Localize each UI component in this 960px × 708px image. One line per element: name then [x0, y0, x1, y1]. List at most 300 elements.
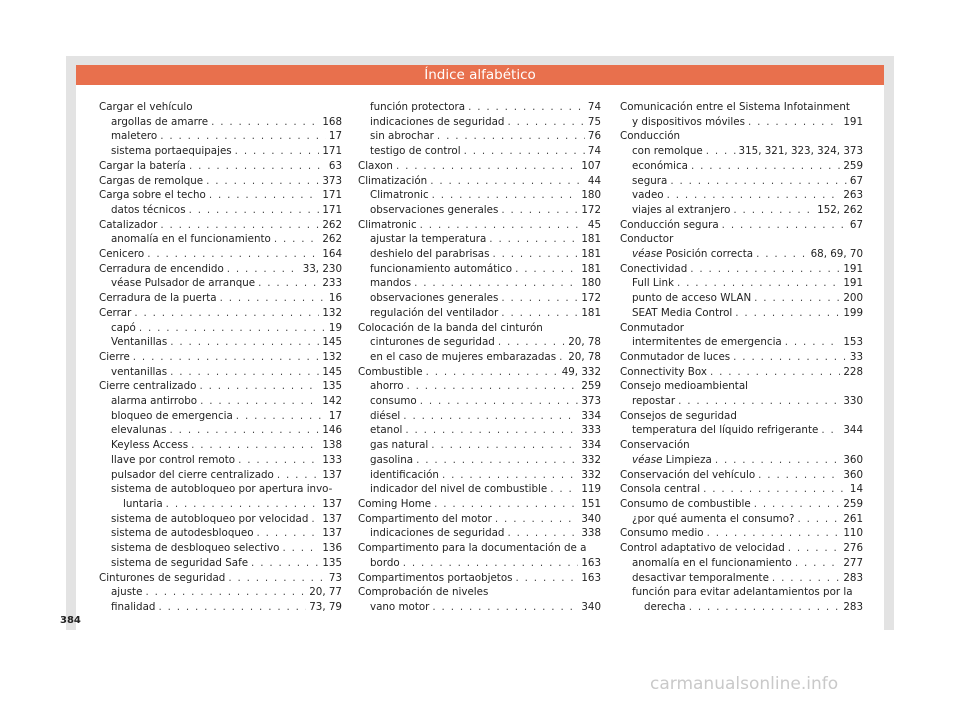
index-entry	[620, 438, 863, 453]
index-entry-term	[111, 335, 167, 350]
index-entry-text: bloqueo de emergencia	[111, 409, 233, 422]
index-entry-text: Claxon	[358, 159, 393, 172]
leader-dots	[733, 350, 847, 365]
index-entry	[620, 526, 863, 541]
index-entry-term	[370, 306, 498, 321]
leader-dots	[756, 247, 808, 262]
leader-dots	[710, 365, 840, 380]
leader-dots	[489, 232, 578, 247]
index-entry-term	[620, 218, 719, 233]
index-entry	[99, 232, 342, 247]
leader-dots	[690, 262, 840, 277]
index-entry-text: capó	[111, 321, 136, 334]
index-entry-term	[620, 365, 707, 380]
index-entry-text: indicador del nivel de combustible	[370, 483, 548, 496]
index-entry	[620, 247, 863, 262]
leader-dots	[772, 571, 840, 586]
index-entry-page: 334	[581, 409, 601, 422]
index-entry-page: 334	[581, 439, 601, 452]
index-column-1	[99, 100, 342, 615]
index-entry-page: 172	[581, 292, 601, 305]
leader-dots	[396, 159, 578, 174]
index-entry-term	[370, 188, 429, 203]
leader-dots	[501, 203, 578, 218]
index-entry	[99, 115, 342, 130]
leader-dots	[754, 291, 840, 306]
index-entry-term	[111, 512, 308, 527]
index-entry	[620, 262, 863, 277]
leader-dots	[420, 394, 579, 409]
leader-dots	[507, 115, 584, 130]
index-entry-page: 45	[587, 218, 601, 231]
leader-dots	[145, 585, 306, 600]
index-entry	[99, 423, 342, 438]
index-entry-term	[370, 291, 498, 306]
index-entry-term	[358, 365, 423, 380]
index-entry-term	[111, 468, 274, 483]
index-entry-term	[632, 394, 675, 409]
index-entry-text: Cierre	[99, 350, 130, 363]
index-entry-term	[358, 218, 417, 233]
index-entry-term	[358, 159, 393, 174]
index-entry-text: elevalunas	[111, 424, 167, 437]
index-entry	[358, 482, 601, 497]
index-entry	[358, 203, 601, 218]
index-entry-text: con remolque	[632, 145, 703, 158]
index-entry	[620, 218, 863, 233]
index-entry	[99, 262, 342, 277]
leader-dots	[430, 174, 585, 189]
page-number: 384	[60, 615, 81, 626]
index-entry	[620, 174, 863, 189]
index-entry-page: 263	[843, 189, 863, 202]
index-entry-page: 137	[322, 497, 342, 510]
index-entry-text: Colocación de la banda del cinturón	[358, 321, 543, 334]
index-entry-text: sistema de autodesbloqueo	[111, 527, 254, 540]
index-entry-text: identificación	[370, 468, 439, 481]
index-entry-text: económica	[632, 159, 688, 172]
index-entry	[358, 159, 601, 174]
index-entry	[358, 321, 601, 336]
index-entry-page: 146	[322, 424, 342, 437]
index-entry-term	[370, 232, 486, 247]
index-entry	[358, 379, 601, 394]
index-entry-text: testigo de control	[370, 145, 461, 158]
index-entry-text: Conmutador de luces	[620, 350, 731, 363]
index-entry-text: Connectivity Box	[620, 365, 707, 378]
index-entry-text: Control adaptativo de velocidad	[620, 542, 785, 555]
index-entry-term	[111, 483, 332, 495]
index-entry-term	[99, 247, 144, 262]
index-entry	[99, 203, 342, 218]
index-entry	[620, 409, 863, 424]
index-entry-term	[632, 247, 753, 262]
leader-dots	[748, 115, 840, 130]
index-entry-text: Consumo medio	[620, 527, 704, 540]
index-entry	[99, 365, 342, 380]
index-entry-page: 276	[843, 542, 863, 555]
index-entry-term	[358, 586, 488, 598]
index-entry	[358, 247, 601, 262]
index-entry-text: Cierre centralizado	[99, 380, 197, 393]
index-entry-page: 145	[322, 365, 342, 378]
leader-dots	[235, 144, 320, 159]
index-entry-term	[632, 586, 853, 598]
index-entry-term	[99, 218, 157, 233]
index-entry-term	[358, 497, 431, 512]
leader-dots	[405, 423, 578, 438]
index-entry	[99, 350, 342, 365]
index-entry	[358, 335, 601, 350]
index-entry-text: Cargas de remolque	[99, 174, 204, 187]
leader-dots	[754, 497, 841, 512]
index-entry-page: 181	[581, 248, 601, 261]
index-entry-text: Compartimento del motor	[358, 512, 492, 525]
index-entry-page: 181	[581, 233, 601, 246]
index-entry	[99, 571, 342, 586]
index-entry-term	[370, 144, 461, 159]
index-entry-page: 261	[843, 512, 863, 525]
index-entry	[620, 468, 863, 483]
leader-dots	[431, 438, 578, 453]
index-entry-page: 199	[843, 306, 863, 319]
index-entry-page: 137	[322, 512, 342, 525]
index-entry-text: ahorro	[370, 380, 404, 393]
index-entry-term	[370, 600, 429, 615]
index-entry-term	[370, 468, 439, 483]
leader-dots	[238, 453, 319, 468]
index-entry-text: deshielo del parabrisas	[370, 248, 490, 261]
index-entry-text: Catalizador	[99, 218, 158, 231]
index-entry	[99, 100, 342, 115]
leader-dots	[722, 218, 847, 233]
index-entry-text: observaciones generales	[370, 203, 499, 216]
index-entry-page: 191	[843, 262, 863, 275]
index-entry	[99, 247, 342, 262]
leader-dots	[434, 497, 578, 512]
leader-dots	[191, 438, 319, 453]
index-entry-text: etanol	[370, 424, 403, 437]
index-entry-text: función protectora	[370, 101, 466, 113]
index-entry-text: Conducción	[620, 130, 681, 143]
index-entry-text: Consejo medioambiental	[620, 380, 749, 393]
index-entry	[358, 188, 601, 203]
index-entry-term	[632, 556, 792, 571]
index-entry-term	[370, 556, 400, 571]
index-entry-page: 151	[581, 497, 601, 510]
leader-dots	[432, 600, 578, 615]
index-entry-term	[620, 497, 751, 512]
index-entry-page: 135	[322, 556, 342, 569]
index-entry	[99, 438, 342, 453]
index-entry-text: consumo	[370, 395, 417, 408]
index-entry-page: 142	[322, 395, 342, 408]
index-entry-page: 283	[843, 571, 863, 584]
index-entry-page: 332	[581, 453, 601, 466]
index-entry	[620, 144, 863, 159]
index-entry-text: Carga sobre el techo	[99, 189, 206, 202]
index-entry-page: 138	[322, 439, 342, 452]
index-entry-text: Conductor	[620, 233, 674, 246]
index-entry	[358, 438, 601, 453]
index-entry-text: Consejos de seguridad	[620, 409, 737, 422]
index-entry	[620, 335, 863, 350]
leader-dots	[166, 497, 320, 512]
index-entry-text: punto de acceso WLAN	[632, 292, 752, 305]
leader-dots	[170, 423, 320, 438]
index-entry-term	[111, 585, 142, 600]
index-entry	[358, 144, 601, 159]
index-entry-page: 49, 332	[561, 365, 601, 378]
index-entry-term	[632, 276, 674, 291]
index-entry	[358, 129, 601, 144]
index-entry-text: Keyless Access	[111, 439, 189, 452]
index-entry	[620, 159, 863, 174]
index-entry-text: luntaria	[123, 497, 163, 510]
leader-dots	[228, 571, 326, 586]
index-entry-text: Limpieza	[665, 453, 712, 466]
index-entry-term	[111, 321, 136, 336]
index-entry-term	[111, 203, 186, 218]
index-entry-term	[370, 526, 504, 541]
leader-dots	[507, 526, 578, 541]
index-entry-page: 107	[581, 159, 601, 172]
index-entry-page: 153	[843, 336, 863, 349]
index-entry-term	[111, 556, 248, 571]
index-entry	[358, 585, 601, 600]
index-entry	[620, 232, 863, 247]
index-entry-text: Compartimento para la documentación de a	[358, 542, 587, 555]
leader-dots	[468, 100, 585, 115]
index-entry-page: 16	[328, 292, 342, 305]
index-entry-page: 145	[322, 336, 342, 349]
index-entry-term	[111, 541, 279, 556]
index-entry	[99, 174, 342, 189]
leader-dots	[403, 409, 578, 424]
leader-dots	[437, 129, 585, 144]
index-entry-text: finalidad	[111, 600, 156, 613]
index-entry	[99, 541, 342, 556]
index-entry-term	[358, 512, 492, 527]
leader-dots	[677, 276, 840, 291]
leader-dots	[277, 468, 319, 483]
index-entry-term	[99, 306, 131, 321]
index-entry	[99, 276, 342, 291]
leader-dots	[227, 262, 300, 277]
index-entry	[358, 262, 601, 277]
index-entry-page: 67	[849, 174, 863, 187]
index-entry	[620, 541, 863, 556]
index-entry-page: 74	[587, 145, 601, 158]
index-entry-page: 344	[843, 424, 863, 437]
leader-dots	[160, 129, 326, 144]
index-entry	[358, 218, 601, 233]
index-entry	[358, 423, 601, 438]
index-entry-term	[370, 115, 504, 130]
index-entry-text: anomalía en el funcionamiento	[632, 556, 792, 569]
index-entry-term	[632, 291, 751, 306]
index-entry-term	[99, 188, 206, 203]
leader-dots	[559, 350, 565, 365]
index-entry-text: maletero	[111, 130, 158, 143]
index-entry-term	[632, 144, 703, 159]
index-entry	[620, 423, 863, 438]
index-entry-page: 137	[322, 527, 342, 540]
index-entry	[99, 394, 342, 409]
index-entry	[99, 600, 342, 615]
index-entry	[99, 526, 342, 541]
index-entry	[620, 556, 863, 571]
index-entry-text: argollas de amarre	[111, 115, 209, 128]
index-entry-term	[620, 541, 785, 556]
leader-dots	[420, 218, 585, 233]
index-entry-page: 135	[322, 380, 342, 393]
index-entry-page: 180	[581, 189, 601, 202]
index-entry	[620, 512, 863, 527]
index-entry-text: Conservación	[620, 439, 690, 452]
index-entry-text: en el caso de mujeres embarazadas	[370, 350, 557, 363]
index-entry-term	[111, 438, 188, 453]
index-entry-page: 259	[581, 380, 601, 393]
index-entry	[620, 585, 863, 600]
index-entry-term	[123, 497, 163, 512]
index-entry-term	[620, 262, 687, 277]
index-entry-text: Comprobación de niveles	[358, 586, 489, 599]
index-entry	[620, 291, 863, 306]
index-entry-term	[111, 144, 232, 159]
index-entry-term	[370, 409, 400, 424]
index-entry	[358, 100, 601, 115]
leader-dots	[414, 276, 578, 291]
index-entry-term	[632, 335, 782, 350]
leader-dots	[492, 247, 578, 262]
index-entry-term	[620, 410, 737, 422]
index-entry-page: 277	[843, 556, 863, 569]
index-entry-term	[370, 203, 498, 218]
index-entry	[99, 379, 342, 394]
leader-dots	[785, 335, 841, 350]
index-entry-text: Full Link	[632, 277, 674, 290]
leader-dots	[251, 556, 319, 571]
index-entry-text: Conmutador	[620, 321, 684, 334]
index-entry-term	[358, 322, 543, 334]
leader-dots	[220, 291, 326, 306]
leader-dots	[170, 335, 319, 350]
index-entry-text: y dispositivos móviles	[632, 115, 745, 128]
index-entry-text: sin abrochar	[370, 130, 434, 143]
index-entry-page: 17	[328, 130, 342, 143]
leader-dots	[706, 144, 736, 159]
index-entry-text: desactivar temporalmente	[632, 571, 769, 584]
index-entry-page: 163	[581, 571, 601, 584]
index-entry-text: pulsador del cierre centralizado	[111, 468, 274, 481]
index-entry-text: Posición correcta	[665, 248, 754, 261]
index-entry-text: SEAT Media Control	[632, 306, 733, 319]
index-entry	[358, 409, 601, 424]
index-entry-text: datos técnicos	[111, 203, 186, 216]
leader-dots	[311, 512, 319, 527]
index-entry-page: 73, 79	[309, 600, 342, 613]
index-entry	[99, 512, 342, 527]
leader-dots	[691, 159, 840, 174]
index-entry	[620, 115, 863, 130]
index-entry	[620, 379, 863, 394]
index-entry-text: sistema portaequipajes	[111, 145, 232, 158]
index-entry-page: 73	[328, 571, 342, 584]
index-entry-page: 172	[581, 203, 601, 216]
index-entry-text: regulación del ventilador	[370, 306, 499, 319]
index-entry-page: 136	[322, 542, 342, 555]
index-entry-text: Consumo de combustible	[620, 497, 751, 510]
leader-dots	[464, 144, 585, 159]
index-entry-text: diésel	[370, 409, 401, 422]
leader-dots	[432, 188, 579, 203]
leader-dots	[170, 365, 319, 380]
index-entry-text: ajustar la temperatura	[370, 233, 487, 246]
index-entry-page: 44	[587, 174, 601, 187]
index-entry	[99, 453, 342, 468]
leader-dots	[160, 218, 319, 233]
index-entry-text: Ventanillas	[111, 336, 168, 349]
index-entry-text: Cerradura de encendido	[99, 262, 224, 275]
index-entry-page: 171	[322, 203, 342, 216]
index-entry-text: gas natural	[370, 439, 429, 452]
index-entry-page: 315, 321, 323, 324, 373	[738, 145, 863, 158]
leader-dots	[501, 291, 578, 306]
index-entry-text: Compartimentos portaobjetos	[358, 571, 513, 584]
index-entry-term	[620, 350, 730, 365]
index-entry-term	[111, 423, 167, 438]
leader-dots	[134, 306, 319, 321]
index-entry-page: 181	[581, 306, 601, 319]
index-entry	[358, 556, 601, 571]
index-entry-text: Coming Home	[358, 497, 432, 510]
index-entry-page: 68, 69, 70	[810, 248, 863, 261]
leader-dots	[200, 394, 319, 409]
index-entry-text: Cargar la batería	[99, 159, 186, 172]
index-entry-page: 340	[581, 512, 601, 525]
leader-dots	[426, 365, 559, 380]
index-entry-page: 132	[322, 350, 342, 363]
index-entry-page: 360	[843, 453, 863, 466]
index-entry	[99, 291, 342, 306]
index-entry-page: 332	[581, 468, 601, 481]
index-entry-text: alarma antirrobo	[111, 395, 198, 408]
leader-dots	[797, 512, 840, 527]
index-entry-term	[99, 101, 193, 113]
index-entry	[99, 585, 342, 600]
index-entry-page: 20, 77	[309, 586, 342, 599]
index-entry-term	[370, 482, 547, 497]
index-entry-term	[358, 542, 586, 554]
index-entry-term	[111, 394, 197, 409]
leader-dots	[788, 541, 841, 556]
index-entry-term	[632, 174, 667, 189]
page-right-band	[884, 56, 894, 630]
index-entry	[358, 468, 601, 483]
leader-dots	[206, 174, 319, 189]
leader-dots	[707, 526, 841, 541]
index-entry-page: 75	[587, 115, 601, 128]
index-entry-term	[99, 291, 217, 306]
index-entry-text: cinturones de seguridad	[370, 336, 495, 349]
leader-dots	[795, 556, 841, 571]
index-entry-term	[370, 453, 413, 468]
index-entry-text: intermitentes de emergencia	[632, 336, 782, 349]
index-entry-term	[111, 129, 157, 144]
index-entry-term	[370, 438, 428, 453]
index-entry-page: 191	[843, 115, 863, 128]
